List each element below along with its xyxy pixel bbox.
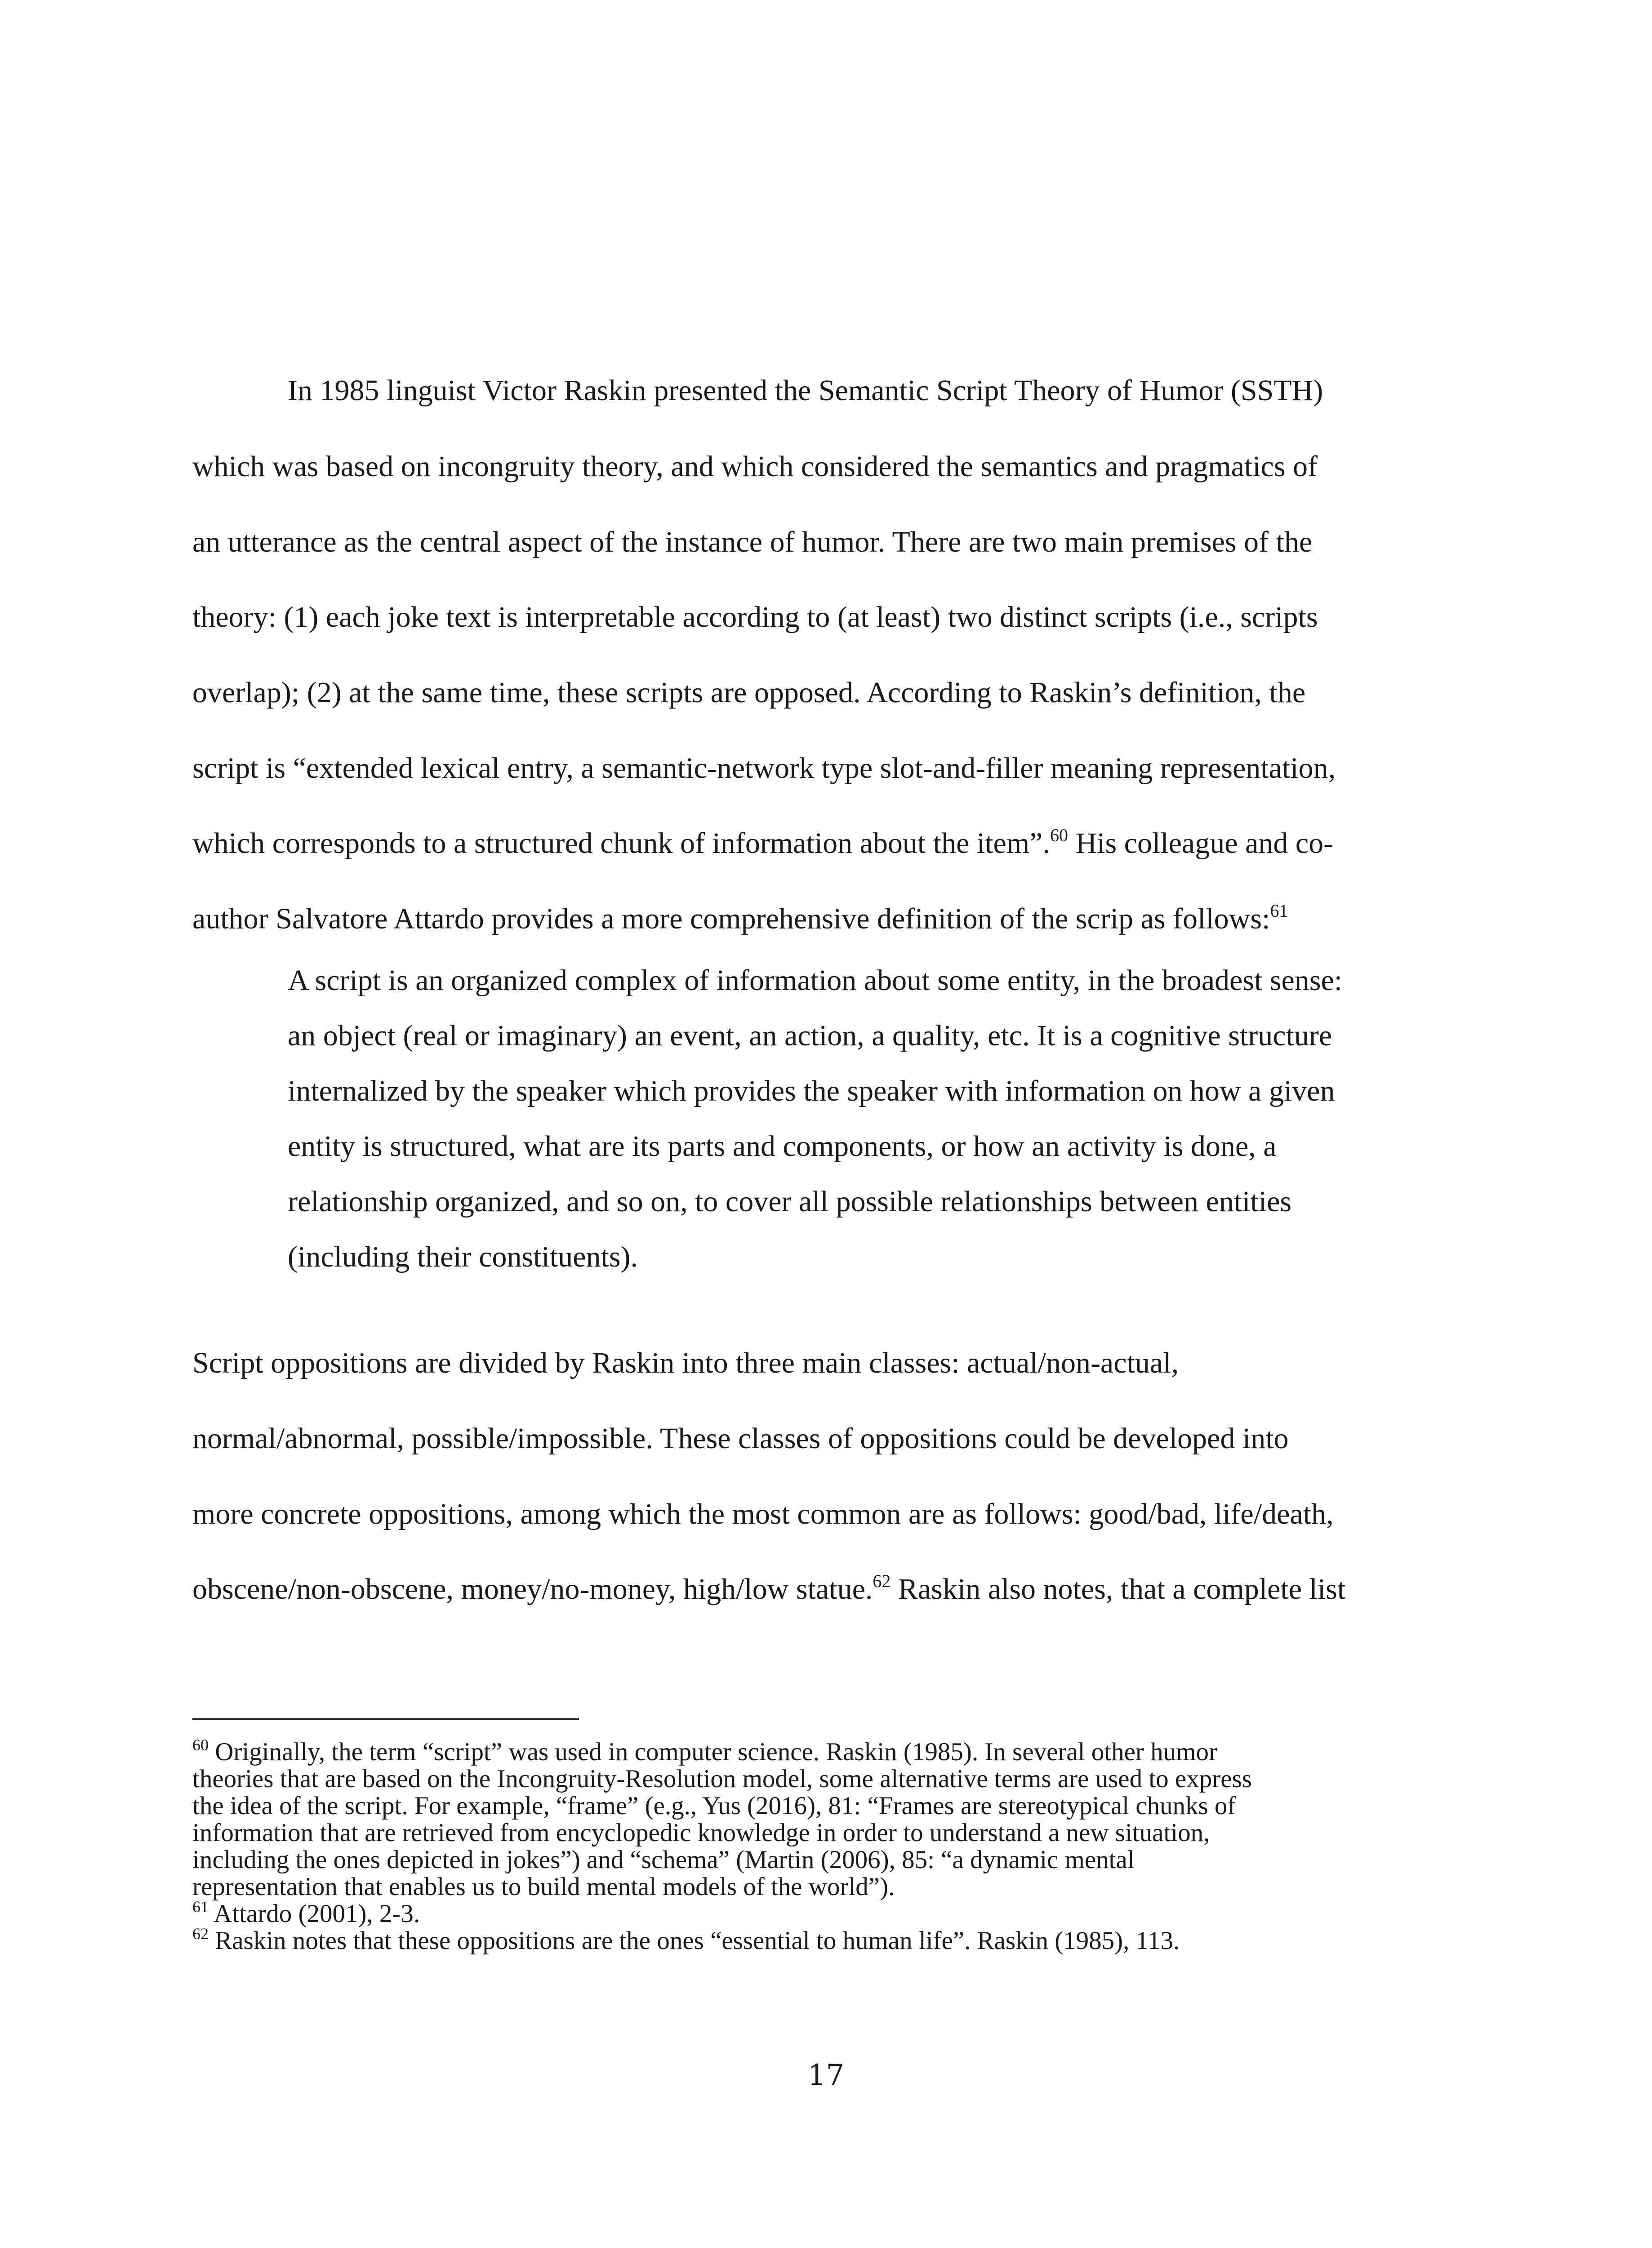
footnote-line [192, 1847, 1135, 1873]
footnote-number: 60 [192, 1736, 209, 1754]
footnote-ref-61[interactable]: 61 [1270, 901, 1288, 921]
footnote-line [192, 1874, 895, 1900]
footnote-line [192, 1925, 1180, 1955]
quote-line: A script is an organized complex of information about some entity, in the broadest sense: [288, 964, 1343, 997]
footnote-ref-60[interactable]: 60 [1050, 825, 1068, 845]
line-text: His colleague and co- [1068, 827, 1334, 860]
footnote-ref-62[interactable]: 62 [873, 1571, 891, 1591]
body-line: In 1985 linguist Victor Raskin presented the Semantic Script Theory of Humor (SSTH) [288, 374, 1323, 407]
quote-line: relationship organized, and so on, to cover all possible relationships between entities [288, 1185, 1292, 1218]
footnote-separator [192, 1718, 579, 1720]
body-line: which was based on incongruity theory, and which considered the semantics and pragmatics of [192, 450, 1318, 483]
footnote-text: Attardo (2001), 2-3. [209, 1900, 420, 1928]
footnote-line [192, 1766, 1252, 1792]
line-text: which corresponds to a structured chunk of information about the item”. [192, 827, 1050, 860]
body-line: more concrete oppositions, among which the most common are as follows: good/bad, life/death, [192, 1498, 1334, 1530]
body-line [192, 901, 1288, 935]
body-line [192, 825, 1334, 860]
body-line: an utterance as the central aspect of the instance of humor. There are two main premises of the [192, 526, 1313, 558]
footnote-number: 61 [192, 1898, 209, 1916]
quote-line: entity is structured, what are its parts and components, or how an activity is done, a [288, 1130, 1277, 1163]
footnote-text: Originally, the term “script” was used in computer science. Raskin (1985). In several other humor [209, 1738, 1217, 1766]
line-text: Raskin also notes, that a complete list [891, 1573, 1346, 1606]
footnote-text: including the ones depicted in jokes”) and “schema” (Martin (2006), 85: “a dynamic mental [192, 1846, 1135, 1874]
quote-line: (including their constituents). [288, 1240, 638, 1273]
footnote-text: representation that enables us to build mental models of the world”). [192, 1873, 895, 1901]
line-text: obscene/non-obscene, money/no-money, high/low statue. [192, 1573, 873, 1606]
body-line: overlap); (2) at the same time, these scripts are opposed. According to Raskin’s definition, the [192, 676, 1306, 709]
body-line: normal/abnormal, possible/impossible. These classes of oppositions could be developed into [192, 1422, 1289, 1455]
footnote-line [192, 1898, 420, 1928]
footnote-line [192, 1736, 1217, 1766]
footnote-number: 62 [192, 1925, 209, 1943]
footnote-text: information that are retrieved from encyclopedic knowledge in order to understand a new situation, [192, 1819, 1210, 1847]
quote-line: an object (real or imaginary) an event, an action, a quality, etc. It is a cognitive structure [288, 1019, 1332, 1052]
page-number: 17 [807, 2059, 845, 2092]
footnote-line [192, 1793, 1236, 1819]
body-line: theory: (1) each joke text is interpretable according to (at least) two distinct scripts (i.e., scripts [192, 601, 1318, 633]
footnote-text: Raskin notes that these oppositions are the ones “essential to human life”. Raskin (1985), 113. [209, 1927, 1180, 1955]
footnote-line [192, 1820, 1210, 1846]
quote-line: internalized by the speaker which provides the speaker with information on how a given [288, 1075, 1335, 1107]
footnote-text: theories that are based on the Incongruity-Resolution model, some alternative terms are used to express [192, 1765, 1252, 1793]
line-text: author Salvatore Attardo provides a more comprehensive definition of the scrip as follows: [192, 902, 1270, 935]
body-line: Script oppositions are divided by Raskin into three main classes: actual/non-actual, [192, 1347, 1179, 1379]
footnote-text: the idea of the script. For example, “frame” (e.g., Yus (2016), 81: “Frames are stereotypical chunks of [192, 1792, 1236, 1820]
body-line [192, 1571, 1346, 1606]
body-line: script is “extended lexical entry, a semantic-network type slot-and-filler meaning representation, [192, 752, 1336, 785]
